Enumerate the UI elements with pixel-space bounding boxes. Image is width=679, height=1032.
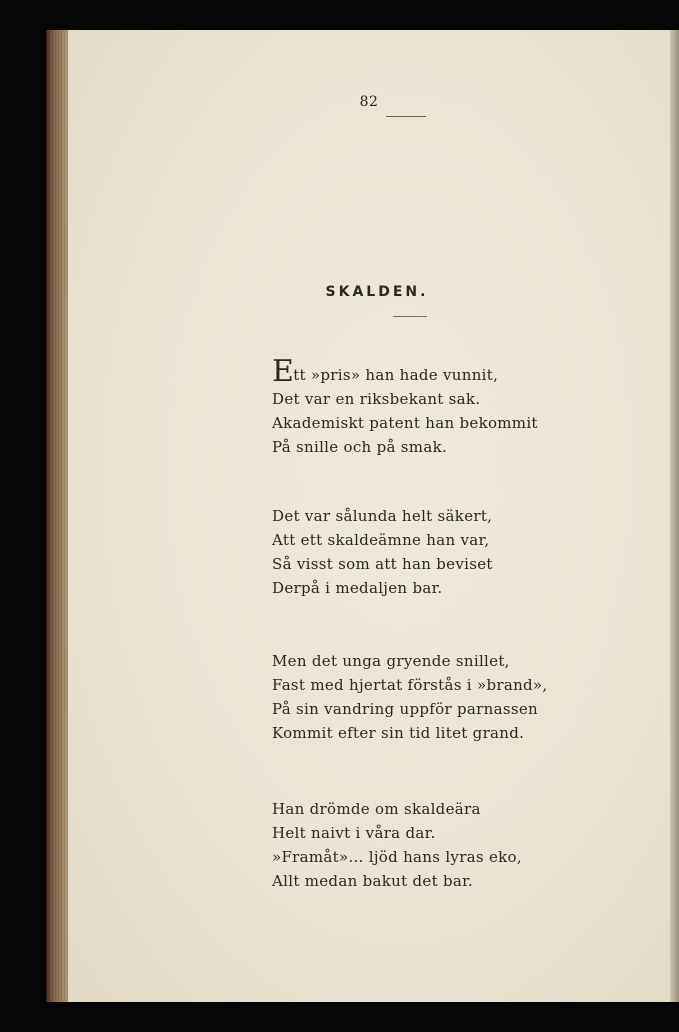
poem-line: Så visst som att han beviset bbox=[272, 555, 493, 573]
poem-line: På sin vandring uppför parnassen bbox=[272, 700, 538, 718]
poem-body bbox=[272, 354, 652, 893]
poem-line: Det var sålunda helt säkert, bbox=[272, 507, 493, 525]
page-number-rule bbox=[386, 116, 426, 117]
poem-line: Fast med hjertat förstås i »brand», bbox=[272, 676, 548, 694]
drop-cap: E bbox=[272, 354, 295, 389]
poem-line: Allt medan bakut det bar. bbox=[272, 872, 473, 890]
poem-line: Men det unga gryende snillet, bbox=[272, 652, 510, 670]
stanza-3 bbox=[272, 649, 652, 745]
book-page-edges bbox=[46, 30, 68, 1002]
poem-line: Kommit efter sin tid litet grand. bbox=[272, 724, 525, 742]
poem-line: Derpå i medaljen bar. bbox=[272, 579, 443, 597]
poem-line-text: tt »pris» han hade vunnit, bbox=[293, 366, 499, 384]
poem-line bbox=[272, 354, 652, 389]
poem-line: Det var en riksbekant sak. bbox=[272, 390, 481, 408]
page-right-edge bbox=[670, 30, 679, 1002]
poem-line: Han drömde om skaldeära bbox=[272, 800, 481, 818]
poem-line: Att ett skaldeämne han var, bbox=[272, 531, 490, 549]
poem-line: Akademiskt patent han bekommit bbox=[272, 414, 538, 432]
title-rule bbox=[393, 316, 427, 317]
stanza-2 bbox=[272, 504, 652, 600]
stanza-1 bbox=[272, 354, 652, 459]
poem-line: »Framåt»... ljöd hans lyras eko, bbox=[272, 848, 522, 866]
poem-line: På snille och på smak. bbox=[272, 438, 448, 456]
page-number: 82 bbox=[359, 94, 379, 110]
poem-line: Helt naivt i våra dar. bbox=[272, 824, 436, 842]
poem-title: SKALDEN. bbox=[325, 284, 429, 300]
book-page bbox=[68, 30, 670, 1002]
stanza-4 bbox=[272, 797, 652, 893]
